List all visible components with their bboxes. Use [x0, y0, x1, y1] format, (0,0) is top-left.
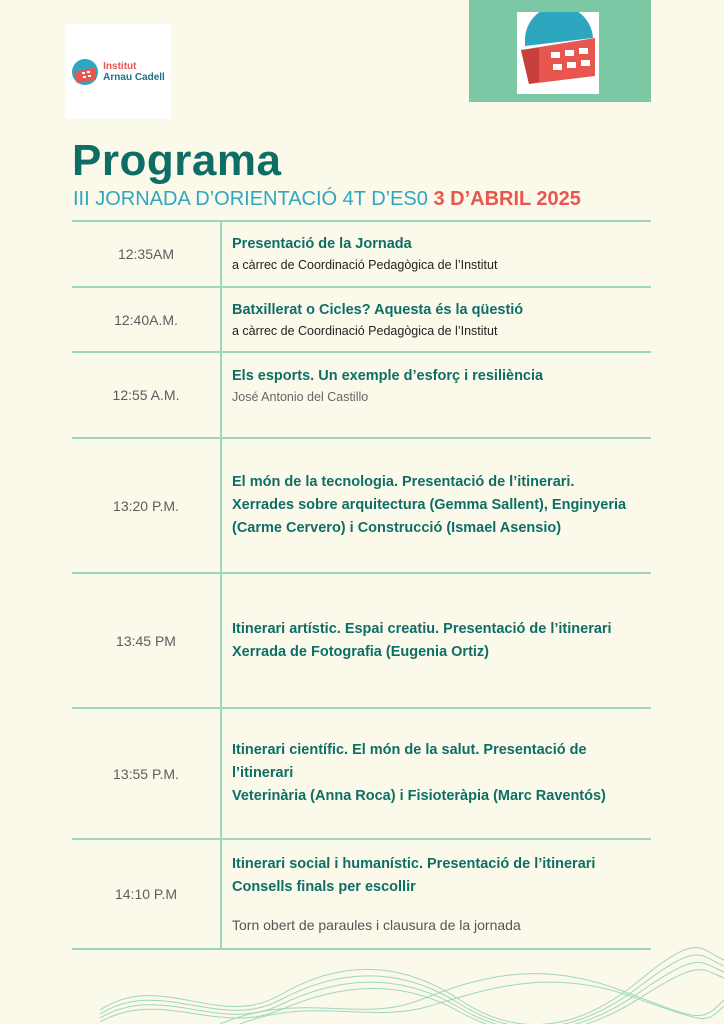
event-name: III JORNADA D’ORIENTACIÓ 4T D’ES0: [73, 188, 428, 210]
session-detail: a càrrec de Coordinació Pedagògica de l’Institut: [232, 323, 498, 338]
row-description: [221, 573, 651, 708]
row-time: 14:10 P.M: [72, 839, 221, 949]
session-title: Itinerari artístic. Espai creatiu. Presentació de l’itinerari: [232, 620, 612, 637]
session-talks: Xerrades sobre arquitectura (Gemma Sallent), Enginyeria (Carme Cervero) i Construcció (Ismael Asensio): [232, 497, 627, 536]
school-building-emblem-icon: [517, 12, 599, 94]
session-detail: a càrrec de Coordinació Pedagògica de l’Institut: [232, 258, 498, 272]
session-talks: Consells finals per escollir: [232, 879, 416, 895]
session-title: Batxillerat o Cicles? Aquesta és la qüestió: [232, 301, 524, 318]
row-time: 13:20 P.M.: [72, 438, 221, 573]
row-time: 13:45 PM: [72, 573, 221, 708]
schedule-row: [72, 352, 651, 438]
session-talks: Xerrada de Fotografia (Eugenia Ortiz): [232, 643, 490, 660]
schedule-row: [72, 287, 651, 352]
session-title: Els esports. Un exemple d’esforç i resiliència: [232, 368, 544, 384]
session-title: Itinerari científic. El món de la salut. Presentació de l’itinerari: [232, 742, 587, 781]
schedule-row: [72, 573, 651, 708]
session-title: Itinerari social i humanístic. Presentació de l’itinerari: [232, 856, 596, 872]
row-time: 12:35AM: [72, 221, 221, 287]
row-description: [221, 438, 651, 573]
event-subtitle: [73, 188, 581, 211]
session-title: Presentació de la Jornada: [232, 236, 412, 252]
logo-emblem: [517, 12, 599, 94]
row-description: [221, 287, 651, 352]
session-title: El món de la tecnologia. Presentació de l’itinerari.: [232, 474, 575, 490]
school-building-icon: [71, 58, 99, 86]
row-time: 12:55 A.M.: [72, 352, 221, 438]
logo-line-2: Arnau Cadell: [103, 71, 165, 83]
schedule-row: [72, 708, 651, 839]
row-description: [221, 221, 651, 287]
schedule-table: [72, 220, 651, 950]
row-description: [221, 839, 651, 949]
event-date: 3 D’ABRIL 2025: [433, 188, 581, 210]
row-time: 12:40A.M.: [72, 287, 221, 352]
schedule-row: [72, 839, 651, 949]
row-time: 13:55 P.M.: [72, 708, 221, 839]
page-title: Programa: [72, 136, 282, 185]
decorative-waves: [100, 940, 724, 1024]
logo-line-1: Institut: [103, 60, 137, 72]
row-description: [221, 352, 651, 438]
row-description: [221, 708, 651, 839]
schedule-row: [72, 221, 651, 287]
session-closing: Torn obert de paraules i clausura de la jornada: [232, 917, 521, 933]
session-speaker: José Antonio del Castillo: [232, 390, 369, 404]
session-talks: Veterinària (Anna Roca) i Fisioteràpia (Marc Raventós): [232, 788, 606, 804]
schedule-row: [72, 438, 651, 573]
school-logo: [65, 24, 171, 119]
